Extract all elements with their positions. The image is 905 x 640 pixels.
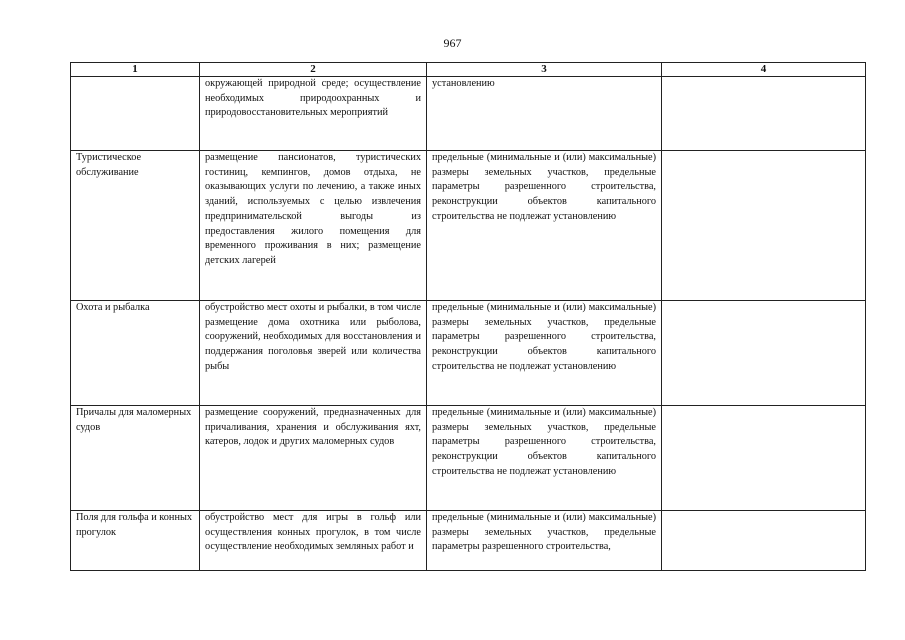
header-col-4: 4 (662, 63, 866, 77)
header-row (71, 63, 866, 77)
use-type-cell: Причалы для маломерных судов (71, 406, 200, 511)
parameters-cell: предельные (минимальные и (или) максимальные) размеры земельных участков, предельные параметры разрешенного строительства, (427, 511, 662, 571)
parameters-cell: предельные (минимальные и (или) максимальные) размеры земельных участков, предельные параметры разрешенного строительства, реконструкции объектов капитального строительства не подлежат установлению (427, 151, 662, 301)
parameters-cell: установлению (427, 77, 662, 151)
page-number: 967 (443, 36, 462, 50)
notes-cell (662, 77, 866, 151)
use-type-cell: Охота и рыбалка (71, 301, 200, 406)
table-row (71, 77, 866, 151)
use-type-cell: Поля для гольфа и конных прогулок (71, 511, 200, 571)
table-row (71, 406, 866, 511)
use-type-cell: Туристическое обслуживание (71, 151, 200, 301)
description-cell: обустройство мест для игры в гольф или осуществления конных прогулок, в том числе осуществление необходимых земляных работ и (200, 511, 427, 571)
parameters-cell: предельные (минимальные и (или) максимальные) размеры земельных участков, предельные параметры разрешенного строительства, реконструкции объектов капитального строительства не подлежат установлению (427, 406, 662, 511)
notes-cell (662, 151, 866, 301)
use-type-cell (71, 77, 200, 151)
description-cell: размещение сооружений, предназначенных для причаливания, хранения и обслуживания яхт, катеров, лодок и других маломерных судов (200, 406, 427, 511)
header-col-1: 1 (71, 63, 200, 77)
header-col-3: 3 (427, 63, 662, 77)
description-cell: окружающей природной среде; осуществление необходимых природоохранных и природовосстановительных мероприятий (200, 77, 427, 151)
description-cell: обустройство мест охоты и рыбалки, в том числе размещение дома охотника или рыболова, сооружений, необходимых для восстановления и поддержания поголовья зверей или количества рыбы (200, 301, 427, 406)
table-row (71, 151, 866, 301)
notes-cell (662, 301, 866, 406)
table-row (71, 511, 866, 571)
table-row (71, 301, 866, 406)
notes-cell (662, 511, 866, 571)
parameters-cell: предельные (минимальные и (или) максимальные) размеры земельных участков, предельные параметры разрешенного строительства, реконструкции объектов капитального строительства не подлежат установлению (427, 301, 662, 406)
zoning-table (70, 62, 866, 571)
description-cell: размещение пансионатов, туристических гостиниц, кемпингов, домов отдыха, не оказывающих услуги по лечению, а также иных зданий, используемых с целью извлечения предпринимательской выгоды из предоставления жилого помещения для временного проживания в них; размещение детских лагерей (200, 151, 427, 301)
header-col-2: 2 (200, 63, 427, 77)
notes-cell (662, 406, 866, 511)
